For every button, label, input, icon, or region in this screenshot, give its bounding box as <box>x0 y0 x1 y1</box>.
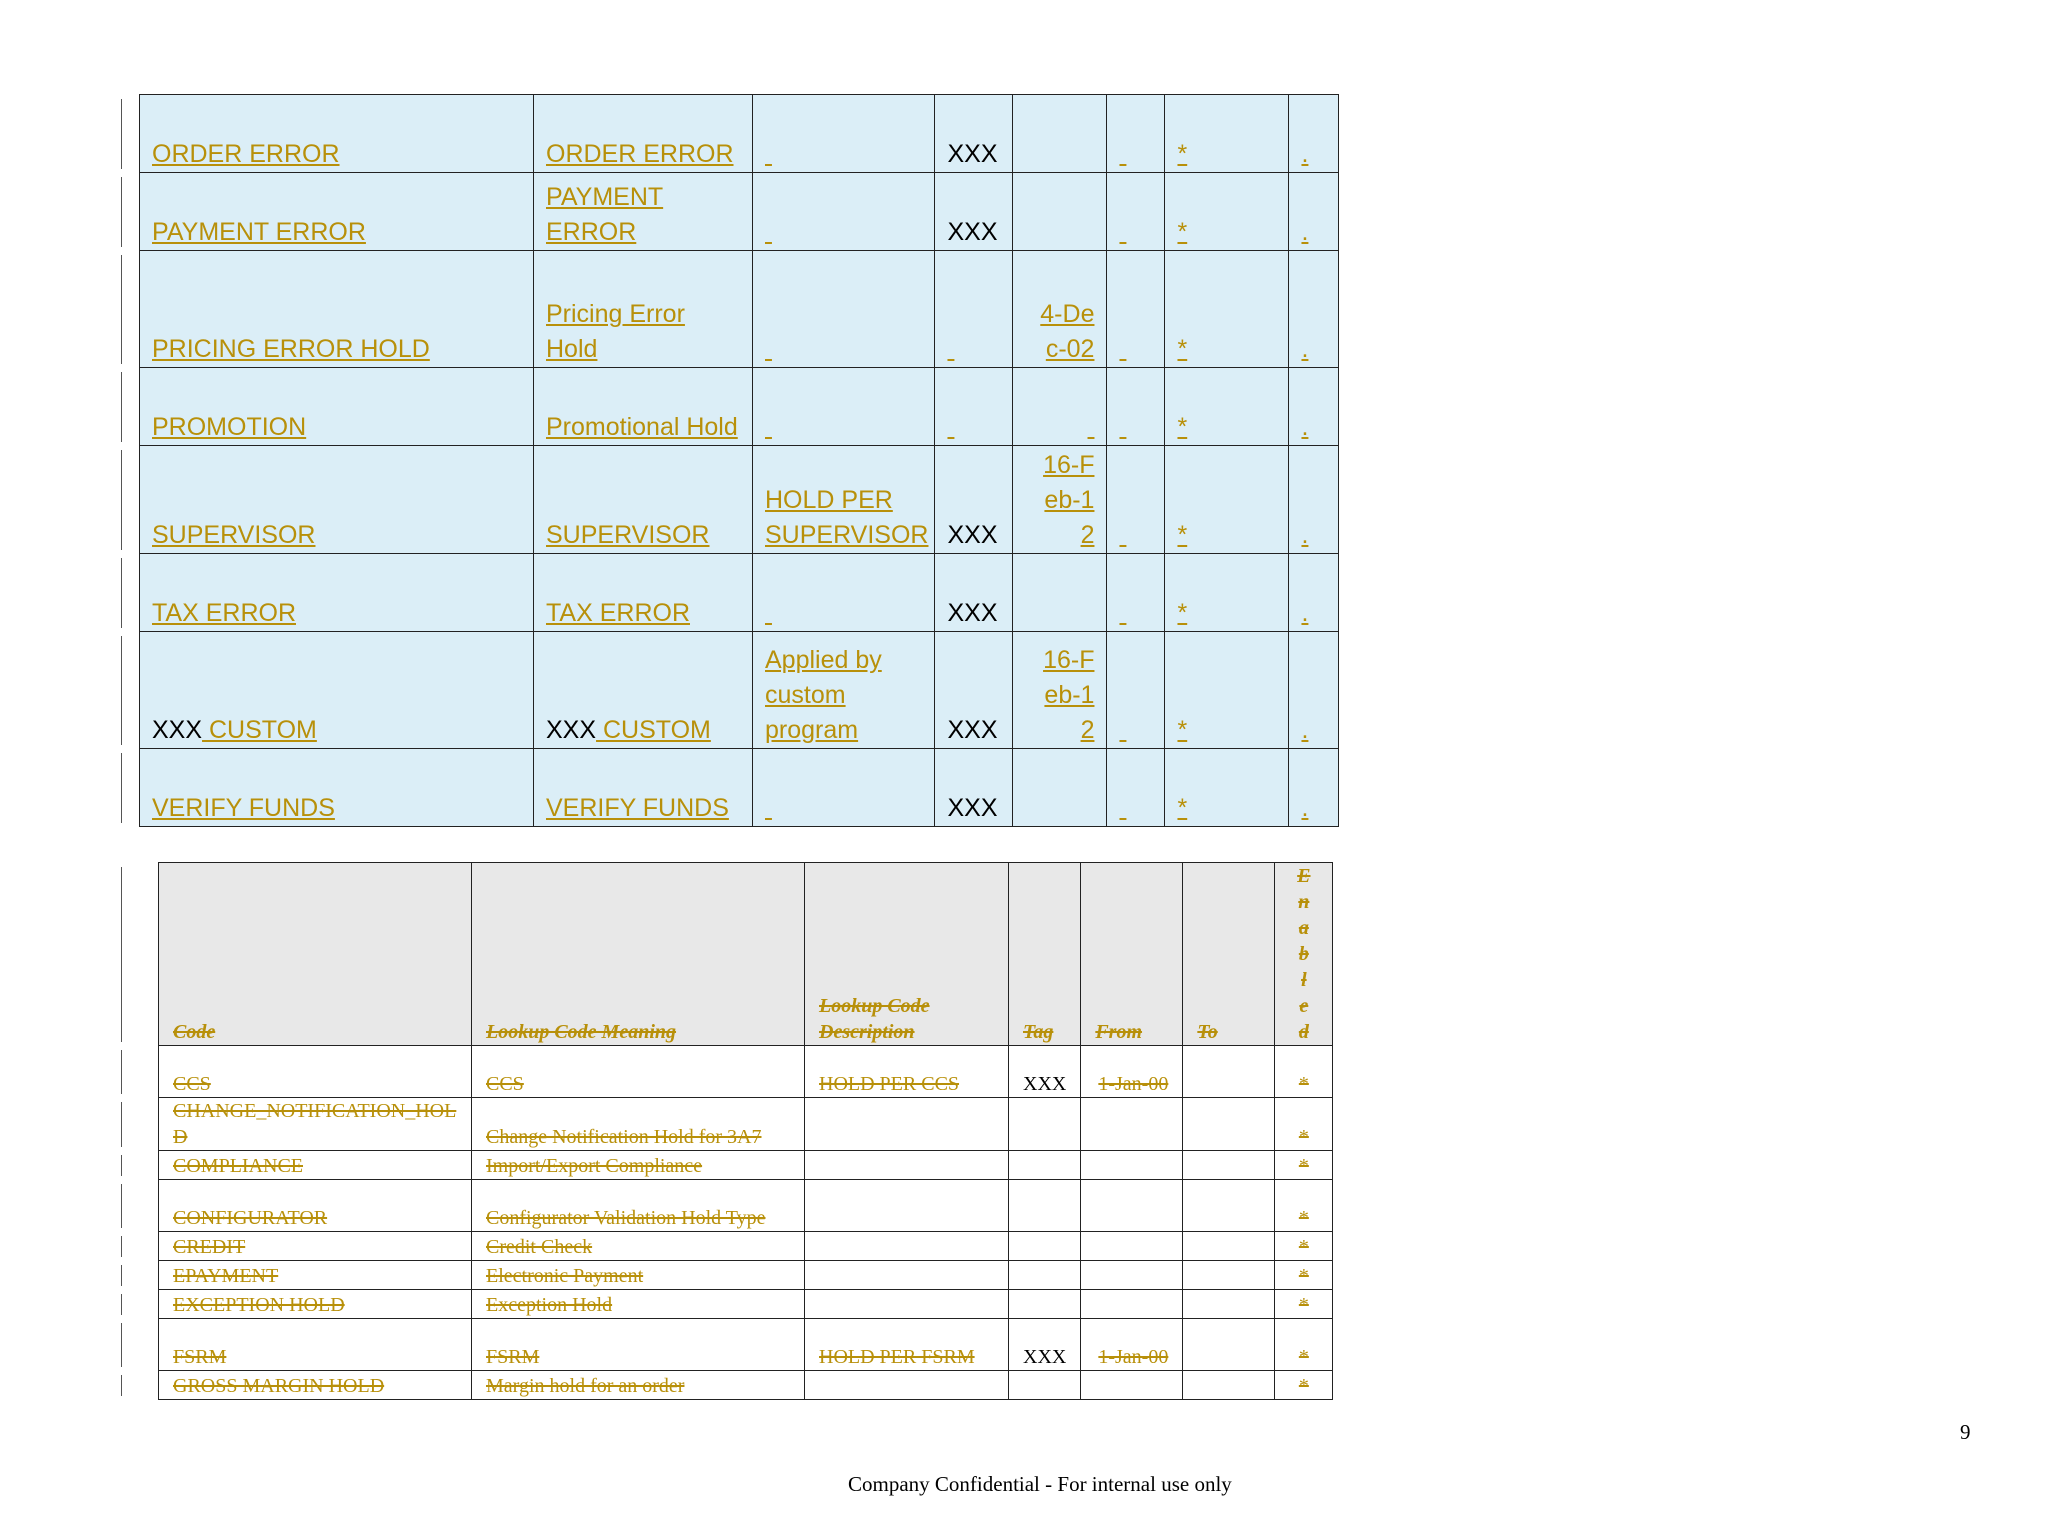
from-cell <box>1013 749 1107 827</box>
confidentiality-footer: Company Confidential - For internal use only <box>848 1472 1232 1496</box>
description-cell <box>805 1261 1009 1290</box>
enabled-cell: * <box>1165 368 1289 446</box>
lookup-table-deleted <box>158 862 1333 1400</box>
enabled-cell: * <box>1165 632 1289 749</box>
table-row <box>159 1046 1333 1098</box>
meaning-cell: Change Notification Hold for 3A7 <box>472 1098 805 1151</box>
from-cell <box>1081 1180 1183 1232</box>
header-description: Lookup Code Description <box>805 863 1009 1046</box>
end-cell: . <box>1289 368 1339 446</box>
revision-bar <box>121 372 122 442</box>
revision-bar <box>121 1184 122 1228</box>
description-cell <box>805 1151 1009 1180</box>
to-cell <box>1107 749 1165 827</box>
table-row <box>159 1232 1333 1261</box>
meaning-cell: Credit Check <box>472 1232 805 1261</box>
enabled-cell: * <box>1275 1371 1333 1400</box>
to-cell <box>1107 632 1165 749</box>
description-cell: HOLD PER CCS <box>805 1046 1009 1098</box>
meaning-cell: Configurator Validation Hold Type <box>472 1180 805 1232</box>
from-cell <box>1081 1232 1183 1261</box>
code-cell: VERIFY FUNDS <box>140 749 534 827</box>
description-cell <box>753 368 935 446</box>
to-cell <box>1107 173 1165 251</box>
table-row <box>159 1290 1333 1319</box>
from-cell: 1-Jan-00 <box>1081 1319 1183 1371</box>
to-cell <box>1183 1180 1275 1232</box>
revision-bar <box>121 558 122 628</box>
header-meaning: Lookup Code Meaning <box>472 863 805 1046</box>
description-cell <box>753 251 935 368</box>
meaning-cell: SUPERVISOR <box>534 446 753 554</box>
code-cell: ORDER ERROR <box>140 95 534 173</box>
meaning-cell: Electronic Payment <box>472 1261 805 1290</box>
revision-bar <box>121 1102 122 1147</box>
tag-cell: XXX <box>1009 1319 1081 1371</box>
header-from: From <box>1081 863 1183 1046</box>
code-cell: CHANGE_NOTIFICATION_HOLD <box>159 1098 472 1151</box>
enabled-cell: * <box>1165 554 1289 632</box>
end-cell: . <box>1289 173 1339 251</box>
meaning-cell: ORDER ERROR <box>534 95 753 173</box>
description-cell <box>753 173 935 251</box>
tag-cell <box>1009 1232 1081 1261</box>
to-cell <box>1183 1046 1275 1098</box>
revision-bar <box>121 1050 122 1094</box>
meaning-cell: CCS <box>472 1046 805 1098</box>
revision-bar <box>121 1323 122 1367</box>
to-cell <box>1107 446 1165 554</box>
enabled-cell: * <box>1165 749 1289 827</box>
from-cell <box>1013 368 1107 446</box>
enabled-cell: * <box>1275 1319 1333 1371</box>
description-cell <box>805 1098 1009 1151</box>
revision-bar <box>121 255 122 364</box>
tag-cell: XXX <box>1009 1046 1081 1098</box>
revision-bar <box>121 867 122 1042</box>
description-cell <box>805 1371 1009 1400</box>
lookup-table-inserted <box>139 94 1339 827</box>
code-cell: XXX CUSTOM <box>140 632 534 749</box>
to-cell <box>1107 368 1165 446</box>
code-cell: FSRM <box>159 1319 472 1371</box>
enabled-cell: * <box>1165 95 1289 173</box>
to-cell <box>1183 1232 1275 1261</box>
tag-cell: XXX <box>935 173 1013 251</box>
tag-cell: XXX <box>935 446 1013 554</box>
from-cell <box>1081 1290 1183 1319</box>
enabled-cell: * <box>1275 1046 1333 1098</box>
tag-cell <box>1009 1151 1081 1180</box>
description-cell: Applied by custom program <box>753 632 935 749</box>
end-cell: . <box>1289 632 1339 749</box>
to-cell <box>1183 1319 1275 1371</box>
end-cell: . <box>1289 749 1339 827</box>
enabled-cell: * <box>1275 1290 1333 1319</box>
tag-cell <box>1009 1290 1081 1319</box>
table-row <box>140 251 1339 368</box>
meaning-cell: VERIFY FUNDS <box>534 749 753 827</box>
table-row <box>140 173 1339 251</box>
enabled-cell: * <box>1275 1261 1333 1290</box>
table-row <box>159 1261 1333 1290</box>
enabled-cell: * <box>1165 173 1289 251</box>
code-cell: PAYMENT ERROR <box>140 173 534 251</box>
meaning-cell: Import/Export Compliance <box>472 1151 805 1180</box>
to-cell <box>1183 1290 1275 1319</box>
code-cell: SUPERVISOR <box>140 446 534 554</box>
from-cell <box>1013 554 1107 632</box>
description-cell <box>753 95 935 173</box>
to-cell <box>1183 1151 1275 1180</box>
revision-bar <box>121 1155 122 1176</box>
code-cell: COMPLIANCE <box>159 1151 472 1180</box>
table-row <box>159 1098 1333 1151</box>
tag-cell <box>935 368 1013 446</box>
code-cell: EPAYMENT <box>159 1261 472 1290</box>
end-cell: . <box>1289 446 1339 554</box>
header-enabled: Enabled <box>1275 863 1333 1046</box>
to-cell <box>1107 554 1165 632</box>
page-number: 9 <box>1960 1420 1971 1444</box>
revision-bar <box>121 753 122 823</box>
meaning-cell: FSRM <box>472 1319 805 1371</box>
meaning-cell: Pricing Error Hold <box>534 251 753 368</box>
tag-cell <box>1009 1261 1081 1290</box>
table-row <box>140 368 1339 446</box>
from-cell <box>1081 1261 1183 1290</box>
revision-bar <box>121 1375 122 1396</box>
description-cell <box>753 554 935 632</box>
code-cell: PRICING ERROR HOLD <box>140 251 534 368</box>
tag-cell <box>935 251 1013 368</box>
from-cell <box>1081 1098 1183 1151</box>
meaning-cell: Exception Hold <box>472 1290 805 1319</box>
from-cell <box>1081 1371 1183 1400</box>
meaning-cell: TAX ERROR <box>534 554 753 632</box>
revision-bar <box>121 1236 122 1257</box>
description-cell: HOLD PER SUPERVISOR <box>753 446 935 554</box>
table-row <box>140 446 1339 554</box>
table-row <box>140 95 1339 173</box>
revision-bar <box>121 636 122 745</box>
table-row <box>159 1180 1333 1232</box>
end-cell: . <box>1289 554 1339 632</box>
table-row <box>140 749 1339 827</box>
header-to: To <box>1183 863 1275 1046</box>
table-header-row <box>159 863 1333 1046</box>
table-row <box>159 1151 1333 1180</box>
code-cell: PROMOTION <box>140 368 534 446</box>
enabled-cell: * <box>1165 446 1289 554</box>
table-row <box>159 1371 1333 1400</box>
revision-bar <box>121 1265 122 1286</box>
end-cell: . <box>1289 251 1339 368</box>
from-cell: 1-Jan-00 <box>1081 1046 1183 1098</box>
code-cell: CCS <box>159 1046 472 1098</box>
description-cell <box>805 1180 1009 1232</box>
from-cell <box>1081 1151 1183 1180</box>
from-cell: 16-Feb-12 <box>1013 446 1107 554</box>
code-cell: TAX ERROR <box>140 554 534 632</box>
from-cell <box>1013 95 1107 173</box>
enabled-cell: * <box>1275 1151 1333 1180</box>
to-cell <box>1183 1371 1275 1400</box>
tag-cell: XXX <box>935 554 1013 632</box>
from-cell: 4-Dec-02 <box>1013 251 1107 368</box>
revision-bar <box>121 99 122 169</box>
tag-cell <box>1009 1180 1081 1232</box>
header-code: Code <box>159 863 472 1046</box>
revision-bar <box>121 177 122 247</box>
to-cell <box>1107 95 1165 173</box>
tag-cell: XXX <box>935 632 1013 749</box>
code-cell: GROSS MARGIN HOLD <box>159 1371 472 1400</box>
description-cell <box>805 1232 1009 1261</box>
description-cell: HOLD PER FSRM <box>805 1319 1009 1371</box>
code-cell: CREDIT <box>159 1232 472 1261</box>
meaning-cell: XXX CUSTOM <box>534 632 753 749</box>
revision-bar <box>121 450 122 550</box>
code-cell: CONFIGURATOR <box>159 1180 472 1232</box>
end-cell: . <box>1289 95 1339 173</box>
header-tag: Tag <box>1009 863 1081 1046</box>
tag-cell <box>1009 1371 1081 1400</box>
tag-cell: XXX <box>935 749 1013 827</box>
table-row <box>159 1319 1333 1371</box>
enabled-cell: * <box>1275 1232 1333 1261</box>
to-cell <box>1183 1261 1275 1290</box>
code-cell: EXCEPTION HOLD <box>159 1290 472 1319</box>
tag-cell: XXX <box>935 95 1013 173</box>
from-cell: 16-Feb-12 <box>1013 632 1107 749</box>
to-cell <box>1107 251 1165 368</box>
to-cell <box>1183 1098 1275 1151</box>
from-cell <box>1013 173 1107 251</box>
meaning-cell: PAYMENT ERROR <box>534 173 753 251</box>
table-row <box>140 632 1339 749</box>
table-row <box>140 554 1339 632</box>
meaning-cell: Promotional Hold <box>534 368 753 446</box>
enabled-cell: * <box>1165 251 1289 368</box>
description-cell <box>753 749 935 827</box>
enabled-cell: * <box>1275 1180 1333 1232</box>
revision-bar <box>121 1294 122 1315</box>
tag-cell <box>1009 1098 1081 1151</box>
description-cell <box>805 1290 1009 1319</box>
meaning-cell: Margin hold for an order <box>472 1371 805 1400</box>
enabled-cell: * <box>1275 1098 1333 1151</box>
